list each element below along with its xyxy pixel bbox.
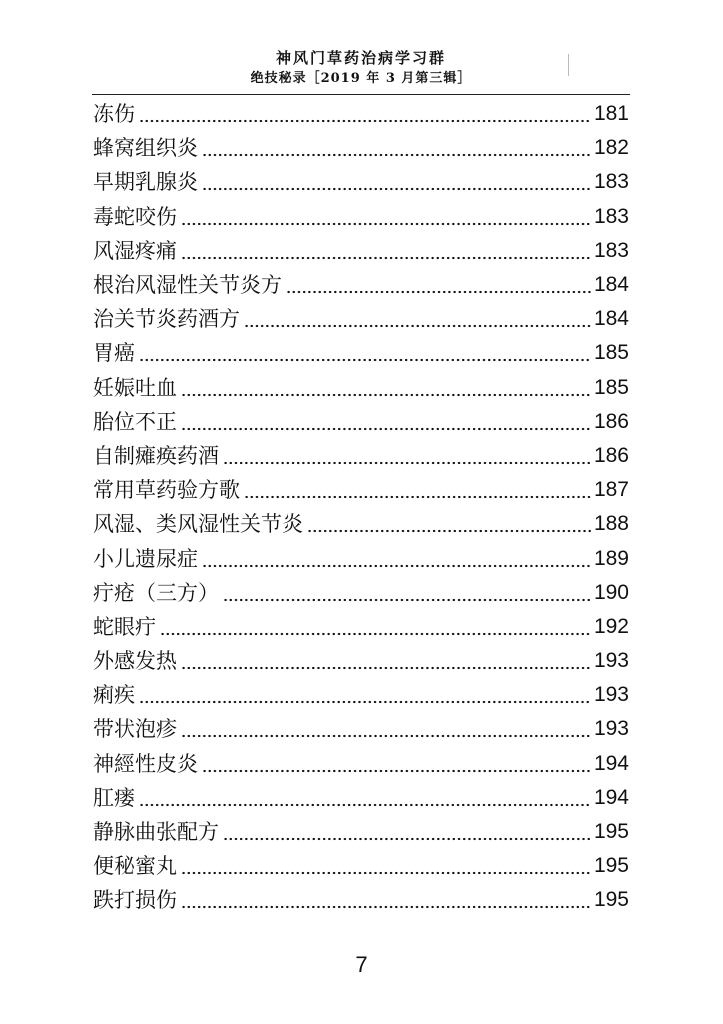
toc-entry[interactable]	[93, 507, 629, 541]
toc-entry-title: 风湿、类风湿性关节炎	[93, 512, 303, 537]
dot-leader	[181, 393, 591, 397]
dot-leader	[160, 632, 591, 636]
header-divider-tick	[568, 54, 569, 76]
toc-entry-page: 194	[593, 751, 629, 775]
toc-entry[interactable]	[93, 781, 629, 815]
toc-entry-page: 194	[593, 785, 629, 809]
toc-entry-page: 184	[593, 307, 629, 331]
toc-entry-title: 妊娠吐血	[93, 375, 177, 400]
dot-leader	[139, 700, 591, 704]
toc-entry[interactable]	[93, 336, 629, 370]
header-subtitle: 绝技秘录［2019 年 3 月第三辑］	[250, 71, 472, 86]
toc-entry-page: 195	[593, 820, 629, 844]
dot-leader	[244, 495, 591, 499]
toc-entry-page: 186	[593, 443, 629, 467]
toc-entry[interactable]	[93, 302, 629, 336]
dot-leader	[139, 358, 591, 362]
toc-entry-title: 蜂窝组织炎	[93, 136, 198, 161]
toc-entry[interactable]	[93, 200, 629, 234]
toc-entry-title: 根治风湿性关节炎方	[93, 273, 282, 298]
toc-entry-page: 190	[593, 580, 629, 604]
dot-leader	[244, 324, 591, 328]
toc-entry[interactable]	[93, 849, 629, 883]
toc-entry-page: 183	[593, 170, 629, 194]
toc-entry-title: 治关节炎药酒方	[93, 307, 240, 332]
toc-entry-title: 常用草药验方歌	[93, 478, 240, 503]
toc-entry-page: 184	[593, 273, 629, 297]
toc-entry-title: 神經性皮炎	[93, 751, 198, 776]
dot-leader	[286, 290, 591, 294]
toc-entry[interactable]	[93, 678, 629, 712]
toc-entry[interactable]	[93, 815, 629, 849]
dot-leader	[202, 187, 591, 191]
toc-entry-page: 186	[593, 409, 629, 433]
toc-entry-title: 蛇眼疔	[93, 614, 156, 639]
toc-entry-title: 风湿疼痛	[93, 238, 177, 263]
toc-entry[interactable]	[93, 644, 629, 678]
dot-leader	[223, 598, 591, 602]
toc-entry-title: 胎位不正	[93, 409, 177, 434]
toc-entry-title: 肛瘘	[93, 785, 135, 810]
toc-entry[interactable]	[93, 747, 629, 781]
toc-entry-title: 便秘蜜丸	[93, 854, 177, 879]
table-of-contents	[93, 97, 629, 918]
dot-leader	[181, 871, 591, 875]
header-rule	[92, 94, 630, 95]
dot-leader	[181, 427, 591, 431]
dot-leader	[181, 222, 591, 226]
toc-entry-page: 193	[593, 649, 629, 673]
toc-entry[interactable]	[93, 97, 629, 131]
toc-entry[interactable]	[93, 371, 629, 405]
dot-leader	[181, 256, 591, 260]
dot-leader	[181, 666, 591, 670]
toc-entry-title: 自制瘫痪药酒	[93, 443, 219, 468]
dot-leader	[223, 837, 591, 841]
toc-entry[interactable]	[93, 131, 629, 165]
toc-entry-page: 188	[593, 512, 629, 536]
toc-entry-title: 毒蛇咬伤	[93, 204, 177, 229]
toc-entry-title: 小儿遗尿症	[93, 546, 198, 571]
toc-entry[interactable]	[93, 165, 629, 199]
toc-entry[interactable]	[93, 439, 629, 473]
toc-entry-page: 193	[593, 717, 629, 741]
dot-leader	[307, 529, 591, 533]
toc-entry[interactable]	[93, 712, 629, 746]
dot-leader	[202, 153, 591, 157]
toc-entry-title: 跌打损伤	[93, 888, 177, 913]
toc-entry-page: 195	[593, 854, 629, 878]
toc-entry-page: 183	[593, 204, 629, 228]
toc-entry-page: 181	[593, 102, 629, 126]
toc-entry-page: 185	[593, 341, 629, 365]
toc-entry-title: 疔疮（三方）	[93, 580, 219, 605]
toc-entry-title: 外感发热	[93, 649, 177, 674]
toc-entry-title: 早期乳腺炎	[93, 170, 198, 195]
header-title: 神风门草药治病学习群	[275, 49, 446, 67]
dot-leader	[139, 119, 591, 123]
dot-leader	[202, 769, 591, 773]
page-number: 7	[355, 952, 368, 977]
dot-leader	[139, 803, 591, 807]
toc-entry-title: 静脉曲张配方	[93, 820, 219, 845]
toc-entry-title: 带状泡疹	[93, 717, 177, 742]
toc-entry[interactable]	[93, 234, 629, 268]
toc-entry-page: 187	[593, 478, 629, 502]
dot-leader	[223, 461, 591, 465]
dot-leader	[181, 905, 591, 909]
toc-entry[interactable]	[93, 473, 629, 507]
toc-entry[interactable]	[93, 405, 629, 439]
toc-entry-page: 182	[593, 136, 629, 160]
toc-entry[interactable]	[93, 576, 629, 610]
toc-entry-page: 185	[593, 375, 629, 399]
toc-entry-title: 冻伤	[93, 102, 135, 127]
toc-entry[interactable]	[93, 268, 629, 302]
toc-entry[interactable]	[93, 883, 629, 917]
toc-entry-page: 183	[593, 238, 629, 262]
toc-entry-page: 192	[593, 614, 629, 638]
toc-entry-title: 胃癌	[93, 341, 135, 366]
toc-entry-page: 195	[593, 888, 629, 912]
toc-entry-page: 189	[593, 546, 629, 570]
toc-entry[interactable]	[93, 541, 629, 575]
dot-leader	[202, 564, 591, 568]
toc-entry-title: 痢疾	[93, 683, 135, 708]
toc-entry[interactable]	[93, 610, 629, 644]
dot-leader	[181, 734, 591, 738]
page-header	[92, 48, 630, 88]
toc-entry-page: 193	[593, 683, 629, 707]
